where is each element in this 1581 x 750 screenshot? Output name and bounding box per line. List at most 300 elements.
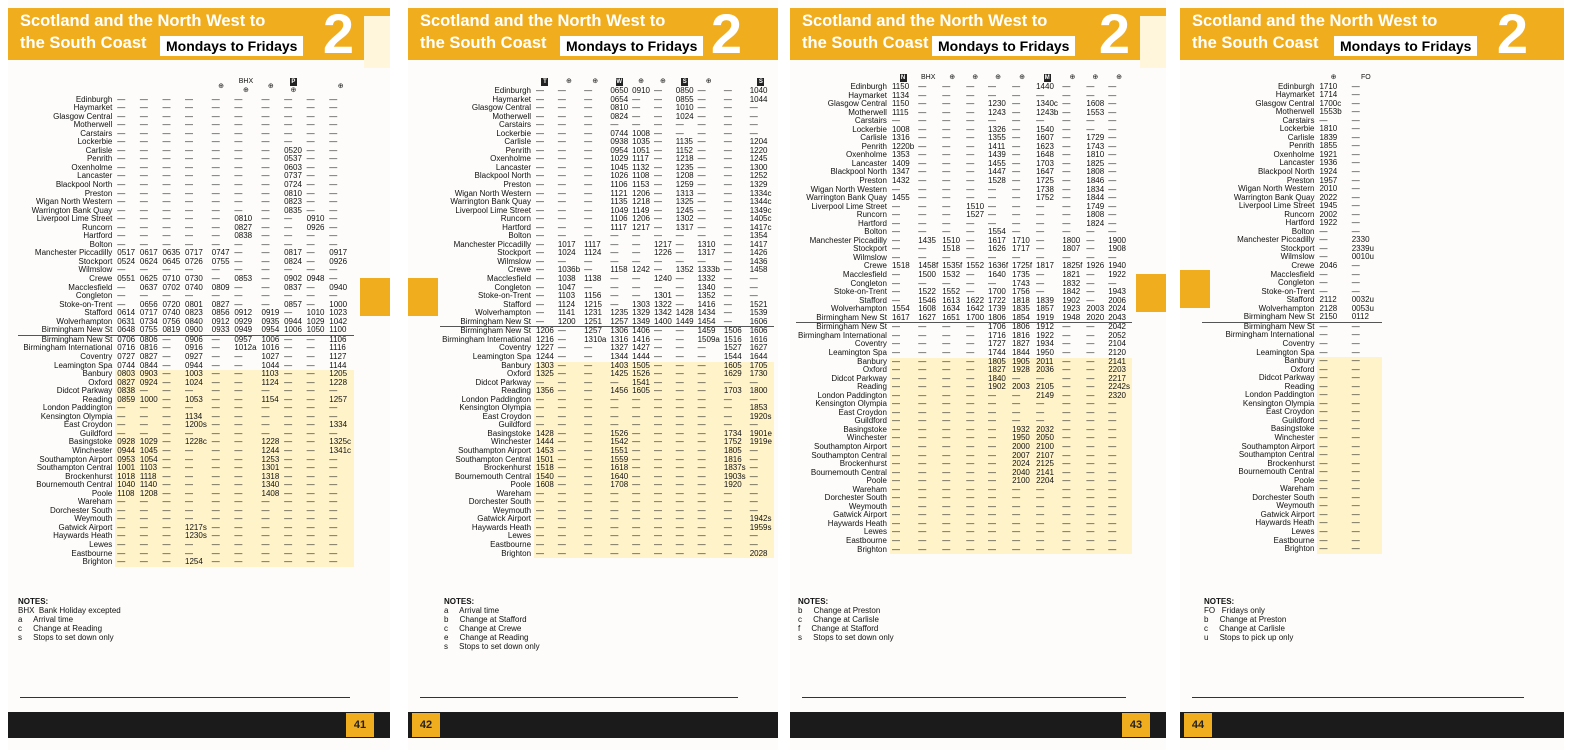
departure-time: — — [964, 366, 986, 375]
table-row — [796, 100, 1132, 109]
station-name: Stockport — [853, 245, 887, 254]
departure-time: 1932 — [1010, 426, 1034, 435]
departure-time: — — [723, 112, 732, 121]
departure-time: 1532 — [942, 271, 961, 280]
note-item: c Change at Carlisle — [1204, 624, 1285, 633]
departure-time: 1116 — [329, 344, 346, 353]
departure-time: — — [942, 91, 951, 100]
departure-time: — — [117, 215, 126, 224]
departure-time: — — [916, 366, 940, 375]
departure-time: — — [327, 473, 354, 482]
departure-time: — — [1317, 485, 1349, 494]
departure-time: — — [890, 443, 916, 452]
departure-time: — — [162, 163, 171, 172]
departure-time: — — [697, 172, 706, 181]
departure-time: — — [282, 490, 305, 499]
departure-time: — — [329, 275, 338, 284]
station-name: Brockenhurst — [1267, 459, 1315, 468]
departure-time: — — [183, 387, 210, 396]
departure-time: — — [232, 464, 259, 473]
departure-time: 1554 — [891, 305, 910, 314]
timetable-page-43 — [790, 0, 1166, 750]
departure-time: 1634 — [942, 305, 961, 314]
departure-time: 1821 — [1062, 271, 1081, 280]
table-row — [796, 211, 1132, 220]
footer-rule — [20, 697, 350, 698]
departure-time: — — [556, 327, 582, 336]
station-name: Edinburgh — [1277, 82, 1315, 91]
departure-time: — — [675, 292, 684, 301]
departure-time: 0645 — [162, 257, 181, 266]
table-row — [1202, 545, 1382, 554]
departure-time: — — [942, 331, 951, 340]
departure-time: 1353 — [891, 151, 910, 160]
station-name: Wareham — [77, 498, 113, 507]
departure-time: — — [1036, 219, 1045, 228]
departure-time: — — [1350, 357, 1382, 366]
departure-time: 1926 — [1086, 262, 1105, 271]
departure-time: — — [536, 240, 545, 249]
departure-time: — — [1106, 409, 1132, 418]
departure-time: — — [1106, 469, 1132, 478]
departure-time: — — [697, 215, 706, 224]
departure-time: — — [940, 417, 964, 426]
departure-time: — — [697, 232, 706, 241]
departure-time: — — [210, 473, 233, 482]
departure-time: — — [674, 413, 696, 422]
departure-time: — — [966, 91, 975, 100]
table-row — [440, 490, 774, 499]
table-row — [440, 481, 774, 490]
departure-time: — — [232, 438, 259, 447]
departure-time: 1744 — [988, 348, 1006, 357]
title-line-2: the South Coast — [20, 34, 147, 52]
departure-time: — — [232, 473, 259, 482]
note-item: BHX Bank Holiday excepted — [18, 606, 121, 615]
departure-time: — — [306, 344, 315, 353]
departure-time: — — [1108, 125, 1117, 134]
departure-time: — — [966, 279, 975, 288]
departure-time: 1244 — [536, 352, 554, 361]
table-row — [440, 284, 774, 293]
table-row — [796, 340, 1132, 349]
departure-time: — — [117, 121, 126, 130]
departure-time: 1347 — [891, 168, 910, 177]
departure-time: 0756 — [162, 317, 181, 326]
station-name: Didcot Parkway — [831, 374, 887, 383]
departure-time: — — [183, 473, 210, 482]
departure-time: — — [696, 387, 722, 396]
station-name: Southampton Airport — [814, 442, 887, 451]
departure-time: — — [675, 283, 684, 292]
departure-time: 0803 — [115, 370, 138, 379]
departure-time: — — [723, 146, 732, 155]
departure-time: — — [117, 300, 126, 309]
departure-time: 0724 — [284, 181, 302, 190]
departure-time: 1456 — [608, 387, 630, 396]
departure-time: — — [964, 494, 986, 503]
departure-time: — — [1350, 374, 1382, 383]
departure-time: — — [1351, 125, 1360, 134]
departure-time: 0603 — [284, 163, 302, 172]
departure-time: — — [115, 404, 138, 413]
departure-time: 1103 — [260, 370, 283, 379]
departure-time: — — [1060, 520, 1084, 529]
station-name: Guildford — [498, 421, 532, 430]
departure-time: — — [261, 232, 270, 241]
table-row — [1202, 236, 1382, 245]
departure-time: 1855 — [1319, 142, 1338, 151]
station-name: Reading — [82, 395, 113, 404]
departure-time: — — [185, 112, 194, 121]
departure-time: — — [1012, 91, 1021, 100]
departure-time: — — [890, 452, 916, 461]
table-row — [1202, 502, 1382, 511]
departure-time: — — [557, 87, 566, 95]
page-footer-bar — [790, 712, 1166, 738]
departure-time: — — [890, 511, 916, 520]
departure-time: — — [675, 249, 684, 258]
departure-time: 1243b — [1036, 108, 1059, 117]
table-row — [18, 524, 354, 533]
departure-time: 1817 — [1036, 262, 1054, 271]
departure-time: 1948 — [1062, 313, 1081, 322]
departure-time: — — [1084, 460, 1106, 469]
station-name: Lewes — [1291, 527, 1315, 536]
departure-time: 1458 — [749, 266, 768, 275]
table-row — [1202, 117, 1382, 126]
departure-time: 1729 — [1086, 134, 1105, 143]
train-column-header — [210, 78, 233, 96]
departure-time: — — [748, 532, 774, 541]
station-name: Congleton — [494, 283, 532, 292]
departure-time: — — [1010, 503, 1034, 512]
departure-time: — — [210, 430, 233, 439]
departure-time: — — [139, 240, 148, 249]
departure-time: — — [117, 138, 126, 147]
departure-time: — — [582, 481, 608, 490]
departure-time: — — [918, 168, 927, 177]
table-row — [796, 109, 1132, 118]
departure-time: — — [674, 421, 696, 430]
note-item: c Change at Reading — [18, 624, 103, 633]
departure-time: — — [160, 464, 183, 473]
departure-time: 0933 — [211, 326, 230, 335]
departure-time: 1313 — [675, 189, 694, 198]
departure-time: — — [630, 507, 652, 516]
departure-time: — — [234, 95, 243, 104]
departure-time: — — [138, 524, 161, 533]
departure-time: — — [722, 498, 748, 507]
departure-time: — — [1319, 287, 1328, 296]
departure-time: — — [723, 257, 732, 266]
table-row — [1202, 331, 1382, 340]
departure-time: — — [1060, 426, 1084, 435]
departure-time: — — [942, 228, 951, 237]
departure-time: — — [162, 172, 171, 181]
station-name: Blackpool North — [474, 172, 532, 181]
table-row — [18, 121, 354, 130]
departure-time: — — [1034, 528, 1060, 537]
table-row — [1202, 313, 1382, 322]
station-name: Brighton — [82, 558, 113, 567]
departure-time: — — [210, 438, 233, 447]
departure-time: — — [556, 498, 582, 507]
departure-time: — — [1108, 194, 1117, 203]
departure-time: — — [185, 215, 194, 224]
departure-time: — — [891, 271, 900, 280]
departure-time: — — [1086, 83, 1095, 91]
station-name: Eastbourne — [71, 549, 113, 558]
table-row — [18, 164, 354, 173]
departure-time: — — [891, 228, 900, 237]
departure-time: — — [327, 515, 354, 524]
departure-time: — — [723, 266, 732, 275]
departure-time: — — [1317, 425, 1349, 434]
departure-time: — — [305, 507, 328, 516]
departure-time: — — [1034, 537, 1060, 546]
departure-time: — — [536, 215, 545, 224]
station-name: Congleton — [1277, 279, 1315, 288]
departure-time: — — [1317, 391, 1349, 400]
departure-time: — — [1108, 108, 1117, 117]
departure-time: — — [234, 266, 243, 275]
departure-time: — — [723, 129, 732, 138]
departure-time: 1244 — [260, 447, 283, 456]
departure-time: — — [1012, 185, 1021, 194]
departure-time: — — [1106, 520, 1132, 529]
departure-time: — — [723, 215, 732, 224]
departure-time: — — [1351, 287, 1360, 296]
departure-time: — — [234, 292, 243, 301]
station-name: Hartford — [1285, 219, 1315, 228]
page-header — [790, 2, 1166, 65]
station-name: Poole — [510, 481, 532, 490]
departure-time: — — [556, 387, 582, 396]
departure-time: — — [1036, 91, 1045, 100]
departure-time: — — [582, 396, 608, 405]
departure-time: 1150 — [891, 83, 910, 91]
departure-time: 1322 — [653, 300, 672, 309]
train-column-header — [305, 78, 328, 96]
departure-time: — — [988, 202, 997, 211]
page-header — [1180, 2, 1564, 65]
departure-time: — — [211, 155, 220, 164]
notes — [1204, 597, 1293, 642]
station-name: Crewe — [1291, 262, 1315, 271]
departure-time: — — [329, 138, 338, 147]
table-row — [1202, 494, 1382, 503]
table-row — [1202, 434, 1382, 443]
departure-time: — — [306, 240, 315, 249]
departure-time: — — [234, 300, 243, 309]
departure-time: — — [653, 104, 662, 113]
station-name: Liverpool Lime Street — [455, 206, 532, 215]
departure-time: — — [210, 379, 233, 388]
station-name: East Croydon — [482, 412, 532, 421]
station-name: Wigan North Western — [1238, 185, 1315, 194]
departure-time: 0949 — [234, 326, 253, 335]
departure-time: 1428 — [534, 430, 556, 439]
departure-time: 1228c — [183, 438, 210, 447]
departure-time: — — [696, 413, 722, 422]
table-row — [1202, 194, 1382, 203]
departure-time: — — [115, 515, 138, 524]
departure-time: — — [722, 532, 748, 541]
departure-time: — — [185, 155, 194, 164]
table-row — [18, 532, 354, 541]
departure-time: — — [306, 249, 315, 258]
departure-time: — — [211, 361, 220, 370]
station-name: Birmingham International — [442, 335, 532, 344]
departure-time: — — [260, 498, 283, 507]
station-name: Basingstoke — [68, 438, 113, 447]
departure-time: — — [966, 271, 975, 280]
departure-time: 1340 — [260, 481, 283, 490]
departure-time: — — [966, 185, 975, 194]
departure-time: — — [305, 498, 328, 507]
departure-time: — — [284, 223, 293, 232]
departure-time: — — [652, 532, 674, 541]
departure-time: 1050 — [306, 326, 325, 335]
station-name: Kensington Olympia — [1242, 399, 1315, 408]
departure-time: 1251 — [584, 317, 602, 326]
departure-time: 2040 — [1010, 469, 1034, 478]
departure-time: — — [536, 189, 545, 198]
table-row — [796, 366, 1132, 375]
column-header-label: ⊕ — [949, 74, 956, 82]
departure-time: — — [305, 524, 328, 533]
station-name: Wolverhampton — [1258, 304, 1315, 313]
departure-time: 1135 — [610, 198, 628, 207]
departure-time: 0838 — [234, 232, 253, 241]
station-name: Haywards Heath — [53, 532, 113, 541]
station-name: Guildford — [79, 429, 113, 438]
departure-time: 1200 — [557, 317, 576, 326]
station-name: Crewe — [863, 262, 887, 271]
departure-time: — — [284, 232, 293, 241]
departure-time: — — [1036, 279, 1045, 288]
departure-time: 1240 — [653, 275, 672, 284]
departure-time: — — [890, 358, 916, 367]
table-row — [796, 417, 1132, 426]
departure-time: — — [986, 392, 1010, 401]
departure-time: 1808 — [1086, 168, 1105, 177]
departure-time: — — [652, 387, 674, 396]
departure-time: — — [282, 413, 305, 422]
departure-time: — — [916, 409, 940, 418]
departure-time: — — [582, 473, 608, 482]
table-row — [440, 147, 774, 156]
departure-time: 0823 — [185, 309, 203, 318]
table-row — [440, 181, 774, 190]
departure-time: — — [986, 520, 1010, 529]
departure-time: — — [697, 198, 706, 207]
station-name: Blackpool North — [55, 181, 113, 190]
table-row — [18, 387, 354, 396]
departure-time: — — [674, 464, 696, 473]
table-row — [18, 326, 354, 335]
column-header-label: ⊕ — [566, 78, 572, 86]
departure-time: — — [722, 507, 748, 516]
departure-time: 1827 — [1012, 340, 1030, 349]
departure-time: — — [1012, 211, 1021, 220]
station-name: Wolverhampton — [56, 317, 113, 326]
departure-time: — — [610, 275, 619, 284]
departure-time: 0740 — [162, 309, 181, 318]
timetable — [796, 74, 1132, 554]
departure-time: — — [986, 528, 1010, 537]
departure-time: — — [117, 198, 126, 207]
train-column-header — [964, 74, 986, 83]
departure-time: 2007 — [1010, 452, 1034, 461]
departure-time: — — [1351, 99, 1360, 108]
days-label: Mondays to Fridays — [1334, 36, 1477, 56]
departure-time: — — [232, 430, 259, 439]
departure-time: 1257 — [327, 396, 354, 405]
departure-time: 1135 — [675, 138, 693, 147]
departure-time: — — [918, 219, 927, 228]
departure-time: — — [723, 198, 732, 207]
departure-time: — — [556, 421, 582, 430]
departure-time: 1617 — [891, 313, 910, 322]
departure-time: — — [162, 240, 171, 249]
departure-time: 2330 — [1351, 236, 1370, 245]
departure-time: 0917 — [329, 249, 348, 258]
departure-time: — — [940, 503, 964, 512]
departure-time: — — [1010, 520, 1034, 529]
departure-time: — — [653, 215, 662, 224]
departure-time: — — [964, 460, 986, 469]
departure-time: 1440 — [1036, 83, 1054, 91]
departure-time: — — [1084, 537, 1106, 546]
column-header-label: FO — [1360, 74, 1371, 81]
departure-time: 0734 — [139, 317, 158, 326]
departure-time: 1901e — [748, 430, 774, 439]
departure-time: — — [1086, 117, 1095, 126]
departure-time: — — [1351, 331, 1360, 340]
departure-time: 1455 — [988, 159, 1006, 168]
departure-time: 1356 — [534, 387, 556, 396]
departure-time: — — [1086, 271, 1095, 280]
train-column-header — [282, 78, 305, 96]
departure-time: — — [305, 550, 328, 559]
departure-time: 1049 — [610, 206, 629, 215]
departure-time: — — [160, 438, 183, 447]
section-number: 2 — [710, 2, 742, 65]
departure-time: — — [261, 146, 270, 155]
departure-time: — — [232, 524, 259, 533]
departure-time: — — [1350, 366, 1382, 375]
departure-time: — — [160, 515, 183, 524]
departure-time: — — [632, 112, 641, 121]
departure-time: — — [282, 430, 305, 439]
station-name: Didcot Parkway — [1258, 374, 1315, 383]
departure-time: — — [1084, 426, 1106, 435]
departure-time: — — [632, 240, 641, 249]
departure-time: — — [160, 430, 183, 439]
departure-time: 0755 — [211, 257, 230, 266]
departure-time: — — [536, 172, 545, 181]
departure-time: — — [261, 172, 270, 181]
departure-time: — — [582, 370, 608, 379]
departure-time: — — [1319, 227, 1328, 236]
table-row — [1202, 408, 1382, 417]
table-row — [796, 280, 1132, 289]
departure-time: 1408 — [260, 490, 283, 499]
departure-time: — — [918, 91, 927, 100]
departure-time: — — [723, 172, 732, 181]
